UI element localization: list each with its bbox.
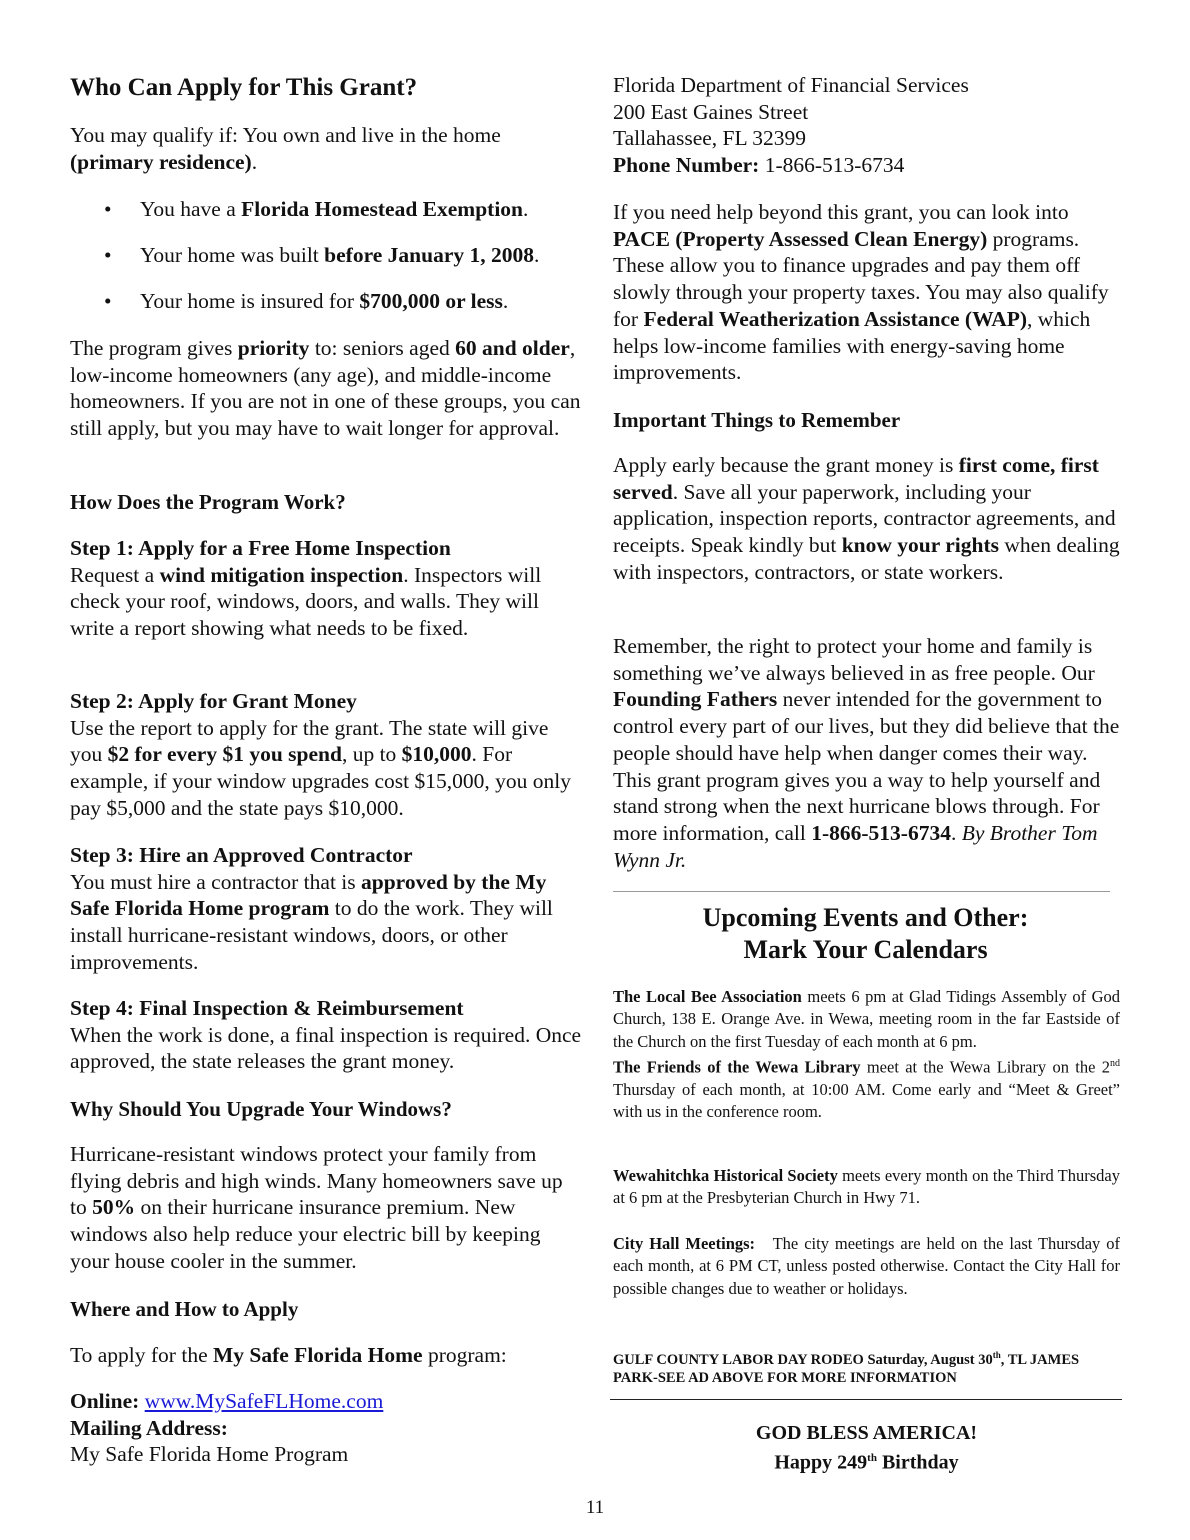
bullet-icon: • xyxy=(104,197,112,221)
step-3: Step 3: Hire an Approved Contractor You must hire a contractor that is approved by the My Safe Florida Home program to do the work. They will install hurricane-resistant windows, doors, or other improvements. xyxy=(70,843,553,974)
step-4: Step 4: Final Inspection & Reimbursement When the work is done, a final inspection is required. Once approved, the state releases the grant money. xyxy=(70,996,582,1074)
priority-paragraph: The program gives priority to: seniors aged 60 and older, low-income homeowners (any age), and middle-income homeowners. If you are not in one of these groups, you can still apply, but you may have to wait longer for approval. xyxy=(70,336,581,441)
why-paragraph: Hurricane-resistant windows protect your family from flying debris and high winds. Many homeowners save up to 50% on their hurricane insurance premium. New windows also help reduce your electric bill by keeping your house cooler in the summer. xyxy=(70,1142,563,1273)
apply-paragraph: To apply for the My Safe Florida Home program: xyxy=(70,1343,507,1367)
event-city-hall: City Hall Meetings: The city meetings are held on the last Thursday of each month, at 6 PM CT, unless posted otherwise. Contact the City Hall for possible changes due to weather or holidays. xyxy=(613,1234,1125,1298)
where-heading: Where and How to Apply xyxy=(70,1297,299,1321)
why-heading: Why Should You Upgrade Your Windows? xyxy=(70,1097,452,1121)
apply-early-paragraph: Apply early because the grant money is first come, first served. Save all your paperwork, including your application, inspection reports, contractor agreements, and receipts. Speak kindly but know your rights when dealing with inspectors, contractors, or state workers. xyxy=(613,453,1120,584)
qualify-paragraph: You may qualify if: You own and live in the home (primary residence). xyxy=(70,123,501,174)
bullet-icon: • xyxy=(104,243,112,267)
pace-paragraph: If you need help beyond this grant, you can look into PACE (Property Assessed Clean Energy) programs. These allow you to finance upgrades and pay them off slowly through your property taxes. You may also qualify for Federal Weatherization Assistance (WAP), which helps low-income families with energy-saving home improvements. xyxy=(613,200,1109,385)
footer-message: GOD BLESS AMERICA! Happy 249th Birthday xyxy=(755,1422,978,1474)
step-4-title: Step 4: Final Inspection & Reimbursement xyxy=(70,996,464,1020)
online-label: Online: xyxy=(70,1389,145,1413)
step-3-title: Step 3: Hire an Approved Contractor xyxy=(70,843,413,867)
how-heading: How Does the Program Work? xyxy=(70,490,346,514)
divider xyxy=(610,1399,1122,1400)
bullet-icon: • xyxy=(104,289,112,313)
list-item: • Your home was built before January 1, 2008. xyxy=(104,243,540,267)
event-historical-society: Wewahitchka Historical Society meets every month on the Third Thursday at 6 pm at the Presbyterian Church in Hwy 71. xyxy=(613,1166,1120,1208)
event-rodeo: GULF COUNTY LABOR DAY RODEO Saturday, August 30th, TL JAMES PARK-SEE AD ABOVE FOR MORE INFORMATION xyxy=(613,1350,1080,1386)
list-item: • Your home is insured for $700,000 or less. xyxy=(104,289,509,313)
closing-paragraph: Remember, the right to protect your home and family is something we’ve always believed in as free people. Our Founding Fathers never intended for the government to control every part of our lives, but they did believe that the people should have help when danger comes their way. This grant program gives you a way to help yourself and stand strong when the next hurricane blows through. For more information, call 1-866-513-6734. By Brother Tom Wynn Jr. xyxy=(613,634,1120,872)
address-block: Florida Department of Financial Services 200 East Gaines Street Tallahassee, FL 32399 Phone Number: 1-866-513-6734 xyxy=(613,73,969,178)
mailing-label: Mailing Address: xyxy=(70,1415,228,1440)
event-bee-association: The Local Bee Association meets 6 pm at Glad Tidings Assembly of God Church, 138 E. Orange Ave. in Wewa, meeting room in the far Eastside of the Church on the first Tuesday of each month at 6 pm. The Friends of the Wewa Library meet at the Wewa Library on the 2nd Thursday of each month, at 10:00 AM. Come early and “Meet & Greet” with us in the conference room. xyxy=(613,987,1121,1121)
step-1: Step 1: Apply for a Free Home Inspection Request a wind mitigation inspection. Inspectors will check your roof, windows, doors, and walls. They will write a report showing what needs to be fixed. xyxy=(70,536,542,641)
section-title: Who Can Apply for This Grant? xyxy=(70,74,418,101)
eligibility-list xyxy=(70,196,590,314)
author-byline: By Brother Tom Wynn Jr. xyxy=(613,820,1098,872)
phone-label: Phone Number: xyxy=(613,153,760,178)
step-2: Step 2: Apply for Grant Money Use the report to apply for the grant. The state will give you $2 for every $1 you spend, up to $10,000. For example, if your window upgrades cost $15,000, you only pay $5,000 and the state pays $10,000. xyxy=(70,689,571,820)
page-number: 11 xyxy=(585,1497,605,1518)
list-item: • You have a Florida Homestead Exemption. xyxy=(104,197,529,221)
divider xyxy=(613,891,1110,892)
step-2-title: Step 2: Apply for Grant Money xyxy=(70,689,357,713)
events-heading: Upcoming Events and Other: Mark Your Calendars xyxy=(702,903,1029,964)
contact-block xyxy=(70,1388,582,1468)
remember-heading: Important Things to Remember xyxy=(613,408,901,432)
step-1-title: Step 1: Apply for a Free Home Inspection xyxy=(70,536,451,560)
mailing-line: My Safe Florida Home Program xyxy=(70,1442,349,1467)
phone-number: 1-866-513-6734 xyxy=(759,153,905,178)
website-link[interactable]: www.MySafeFLHome.com xyxy=(144,1389,384,1413)
